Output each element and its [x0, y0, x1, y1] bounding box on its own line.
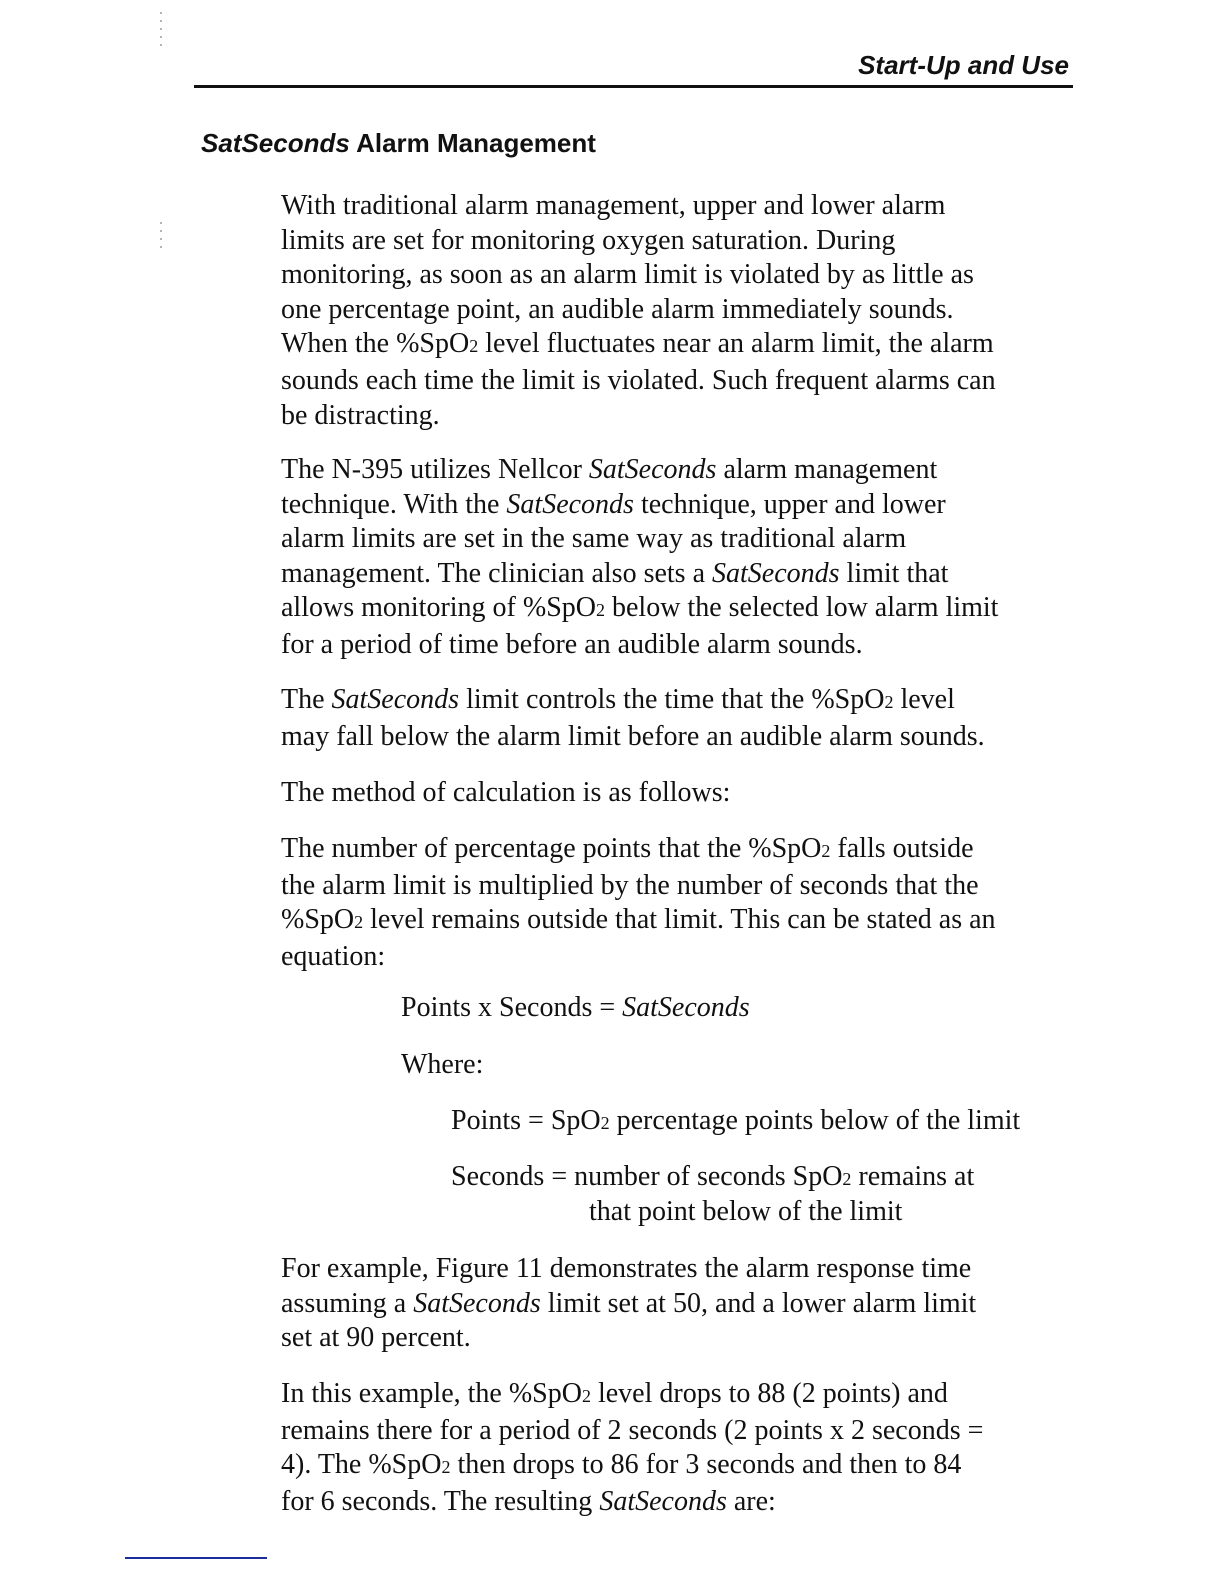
text-line: set at 90 percent. [281, 1322, 471, 1354]
running-header: Start-Up and Use [858, 50, 1069, 80]
header-rule [194, 85, 1073, 88]
text-line: allows monitoring of %SpO2 below the selected low alarm limit [281, 592, 999, 624]
equation-where: Where: [401, 1049, 484, 1080]
text-line: the alarm limit is multiplied by the number of seconds that the [281, 869, 979, 901]
text-line: alarm limits are set in the same way as traditional alarm [281, 523, 907, 555]
text-line: be distracting. [281, 399, 440, 431]
text-line: The method of calculation is as follows: [281, 777, 731, 808]
paragraph-example-calculation [281, 1377, 1081, 1519]
text-line: %SpO2 level remains outside that limit. This can be stated as an [281, 904, 996, 936]
text-line: may fall below the alarm limit before an audible alarm sounds. [281, 720, 985, 752]
paragraph-method [281, 776, 1081, 811]
text-line: The number of percentage points that the %SpO2 falls outside [281, 833, 974, 864]
scan-margin-marks [160, 12, 162, 52]
text-line: sounds each time the limit is violated. Such frequent alarms can [281, 364, 996, 396]
text-line: for a period of time before an audible alarm sounds. [281, 628, 863, 660]
text-line: For example, Figure 11 demonstrates the alarm response time [281, 1253, 972, 1284]
text-line: one percentage point, an audible alarm immediately sounds. [281, 293, 954, 325]
text-line: With traditional alarm management, upper and lower alarm [281, 190, 946, 221]
text-line: management. The clinician also sets a SatSeconds limit that [281, 557, 949, 589]
text-line: When the %SpO2 level fluctuates near an alarm limit, the alarm [281, 328, 994, 360]
paragraph-limit-controls [281, 683, 1081, 754]
section-title-italic: SatSeconds [201, 128, 350, 158]
text-line: 4). The %SpO2 then drops to 86 for 3 seconds and then to 84 [281, 1449, 962, 1481]
scan-margin-marks [160, 222, 162, 248]
paragraph-figure-example [281, 1252, 1081, 1356]
footnote-rule [125, 1557, 267, 1559]
paragraph-number-of-points [281, 832, 1081, 974]
paragraph-traditional-alarm [281, 189, 1081, 433]
section-title-rest: Alarm Management [349, 128, 596, 158]
text-line: for 6 seconds. The resulting SatSeconds are: [281, 1485, 776, 1517]
text-line: technique. With the SatSeconds technique, upper and lower [281, 488, 946, 520]
equation-seconds-continuation: that point below of the limit [589, 1196, 903, 1227]
equation: Points x Seconds = SatSeconds [401, 992, 750, 1023]
text-line: limits are set for monitoring oxygen saturation. During [281, 224, 896, 256]
text-line: The N-395 utilizes Nellcor SatSeconds alarm management [281, 454, 938, 485]
equation-seconds-definition: Seconds = number of seconds SpO2 remains at [451, 1161, 975, 1192]
text-line: remains there for a period of 2 seconds (2 points x 2 seconds = [281, 1414, 984, 1446]
text-line: assuming a SatSeconds limit set at 50, and a lower alarm limit [281, 1287, 977, 1319]
text-line: The SatSeconds limit controls the time that the %SpO2 level [281, 684, 955, 715]
text-line: equation: [281, 940, 386, 972]
equation-points-definition: Points = SpO2 percentage points below of the limit [451, 1105, 1021, 1136]
section-title [201, 128, 596, 159]
text-line: In this example, the %SpO2 level drops to 88 (2 points) and [281, 1378, 948, 1409]
text-line: monitoring, as soon as an alarm limit is violated by as little as [281, 259, 974, 291]
paragraph-satseconds-technique [281, 453, 1081, 663]
